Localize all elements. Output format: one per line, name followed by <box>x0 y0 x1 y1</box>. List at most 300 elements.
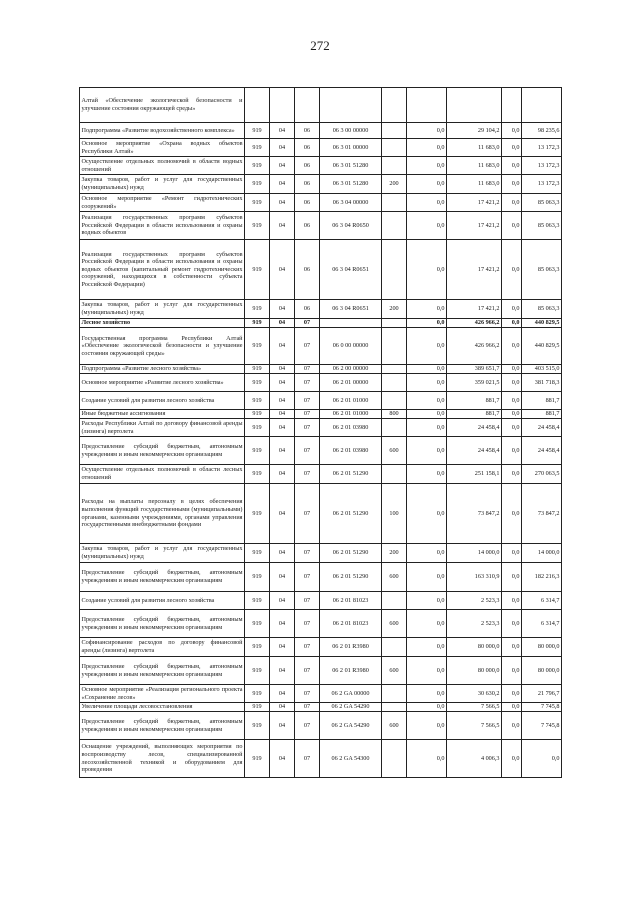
grbs-code: 919 <box>245 392 270 410</box>
section-code: 04 <box>270 212 295 240</box>
expense-type-code: 100 <box>382 484 407 544</box>
amount-1: 0,0 <box>407 484 447 544</box>
subsection-code: 06 <box>295 157 320 175</box>
target-article-code: 06 0 00 00000 <box>320 328 382 365</box>
amount-4: 24 458,4 <box>522 419 562 437</box>
target-article-code: 06 3 04 00000 <box>320 194 382 212</box>
amount-2: 163 310,9 <box>447 563 502 592</box>
table-row <box>80 139 562 157</box>
subsection-code: 07 <box>295 465 320 484</box>
amount-3: 0,0 <box>502 740 522 778</box>
target-article-code: 06 2 01 01000 <box>320 410 382 419</box>
target-article-code: 06 2 01 03980 <box>320 437 382 465</box>
section-code <box>270 88 295 123</box>
row-name: Оснащение учреждений, выполняющих мероприятия по воспроизводству лесов, специализированной лесохозяйственной техникой и оборудованием для проведения <box>80 740 245 778</box>
expense-type-code <box>382 365 407 374</box>
table-row <box>80 365 562 374</box>
row-name: Основное мероприятие «Развитие лесного хозяйства» <box>80 374 245 392</box>
amount-1: 0,0 <box>407 410 447 419</box>
row-name: Основное мероприятие «Реализация регионального проекта «Сохранение лесов» <box>81 685 243 701</box>
amount-2: 11 683,0 <box>447 157 502 175</box>
expense-type-code <box>382 592 407 610</box>
grbs-code: 919 <box>245 194 270 212</box>
amount-2: 251 158,1 <box>447 465 502 484</box>
row-name: Расходы Республики Алтай по договору финансовой аренды (лизинга) вертолета <box>81 419 243 435</box>
amount-1: 0,0 <box>407 712 447 740</box>
amount-4: 182 216,3 <box>522 563 562 592</box>
row-name: Подпрограмма «Развитие лесного хозяйства» <box>80 365 245 374</box>
grbs-code: 919 <box>245 328 270 365</box>
subsection-code: 07 <box>295 563 320 592</box>
subsection-code: 07 <box>295 610 320 638</box>
amount-3: 0,0 <box>502 194 522 212</box>
target-article-code: 06 3 04 R0651 <box>320 300 382 319</box>
expense-type-code: 200 <box>382 544 407 563</box>
expense-type-code <box>382 212 407 240</box>
expense-type-code <box>382 638 407 657</box>
amount-2: 30 630,2 <box>447 685 502 703</box>
target-article-code <box>320 319 382 328</box>
amount-1: 0,0 <box>407 544 447 563</box>
amount-2: 426 966,2 <box>447 319 502 328</box>
table-row <box>80 392 562 410</box>
amount-3: 0,0 <box>502 419 522 437</box>
target-article-code: 06 3 00 00000 <box>320 123 382 139</box>
expense-type-code <box>382 157 407 175</box>
amount-1: 0,0 <box>407 740 447 778</box>
section-code: 04 <box>270 392 295 410</box>
expense-type-code: 600 <box>382 712 407 740</box>
table-row <box>80 300 562 319</box>
target-article-code: 06 2 GA 54290 <box>320 703 382 712</box>
expense-type-code: 600 <box>382 657 407 685</box>
table-row <box>80 410 562 419</box>
row-name: Софинансирование расходов по договору финансовой аренды (лизинга) вертолета <box>80 638 245 657</box>
amount-4 <box>522 88 562 123</box>
grbs-code: 919 <box>245 740 270 778</box>
target-article-code: 06 2 GA 54290 <box>320 712 382 740</box>
amount-3: 0,0 <box>502 319 522 328</box>
row-name: Иные бюджетные ассигнования <box>80 410 245 419</box>
target-article-code: 06 2 01 81023 <box>320 610 382 638</box>
amount-1: 0,0 <box>407 685 447 703</box>
row-name: Предоставление субсидий бюджетным, автономным учреждениям и иным некоммерческим организациям <box>80 610 245 638</box>
amount-2: 426 966,2 <box>447 328 502 365</box>
expense-type-code <box>382 703 407 712</box>
grbs-code: 919 <box>245 374 270 392</box>
table-row <box>80 374 562 392</box>
amount-3: 0,0 <box>502 484 522 544</box>
row-name: Реализация государственных программ субъектов Российской Федерации в области использования и охраны водных объектов <box>80 212 245 240</box>
budget-table <box>79 87 562 778</box>
target-article-code: 06 2 01 51290 <box>320 465 382 484</box>
amount-4: 881,7 <box>522 410 562 419</box>
expense-type-code <box>382 88 407 123</box>
grbs-code: 919 <box>245 592 270 610</box>
amount-2: 80 000,0 <box>447 638 502 657</box>
subsection-code: 07 <box>295 328 320 365</box>
amount-1: 0,0 <box>407 392 447 410</box>
amount-2: 17 421,2 <box>447 240 502 300</box>
row-name: Основное мероприятие «Охрана водных объектов Республики Алтай» <box>81 139 243 155</box>
amount-4: 98 235,6 <box>522 123 562 139</box>
amount-3: 0,0 <box>502 410 522 419</box>
section-code: 04 <box>270 703 295 712</box>
grbs-code: 919 <box>245 610 270 638</box>
expense-type-code <box>382 374 407 392</box>
amount-3: 0,0 <box>502 610 522 638</box>
amount-1: 0,0 <box>407 465 447 484</box>
amount-2: 24 458,4 <box>447 437 502 465</box>
amount-4: 80 000,0 <box>522 657 562 685</box>
grbs-code: 919 <box>245 484 270 544</box>
section-code: 04 <box>270 328 295 365</box>
row-name: Предоставление субсидий бюджетным, автономным учреждениям и иным некоммерческим организациям <box>80 712 245 740</box>
grbs-code: 919 <box>245 657 270 685</box>
subsection-code: 07 <box>295 410 320 419</box>
amount-3: 0,0 <box>502 465 522 484</box>
subsection-code: 07 <box>295 638 320 657</box>
target-article-code: 06 3 01 51280 <box>320 157 382 175</box>
expense-type-code <box>382 194 407 212</box>
section-code: 04 <box>270 157 295 175</box>
row-name: Осуществление отдельных полномочий в области водных отношений <box>81 157 243 173</box>
table-row <box>80 685 562 703</box>
grbs-code: 919 <box>245 240 270 300</box>
amount-3: 0,0 <box>502 365 522 374</box>
subsection-code: 07 <box>295 657 320 685</box>
amount-4: 7 745,8 <box>522 712 562 740</box>
expense-type-code <box>382 685 407 703</box>
target-article-code: 06 2 01 51290 <box>320 484 382 544</box>
amount-2: 14 000,0 <box>447 544 502 563</box>
amount-4: 14 000,0 <box>522 544 562 563</box>
subsection-code: 07 <box>295 365 320 374</box>
amount-3: 0,0 <box>502 212 522 240</box>
row-name: Основное мероприятие «Ремонт гидротехнических сооружений» <box>81 194 243 210</box>
amount-1: 0,0 <box>407 374 447 392</box>
row-name: Государственная программа Республики Алтай «Обеспечение экологической безопасности и улучшение состояния окружающей среды» <box>80 328 245 365</box>
table-row <box>80 194 562 212</box>
subsection-code: 06 <box>295 175 320 194</box>
amount-1: 0,0 <box>407 240 447 300</box>
table-row <box>80 703 562 712</box>
section-code: 04 <box>270 300 295 319</box>
amount-1: 0,0 <box>407 194 447 212</box>
amount-2: 4 006,3 <box>447 740 502 778</box>
subsection-code: 07 <box>295 592 320 610</box>
amount-2: 881,7 <box>447 410 502 419</box>
table-row <box>80 610 562 638</box>
target-article-code: 06 3 01 00000 <box>320 139 382 157</box>
amount-2: 2 523,3 <box>447 610 502 638</box>
amount-1: 0,0 <box>407 139 447 157</box>
row-name: Создание условий для развития лесного хозяйства <box>80 392 245 410</box>
grbs-code: 919 <box>245 175 270 194</box>
row-name: Предоставление субсидий бюджетным, автономным учреждениям и иным некоммерческим организациям <box>80 657 245 685</box>
subsection-code <box>295 88 320 123</box>
amount-4: 73 847,2 <box>522 484 562 544</box>
amount-4: 80 000,0 <box>522 638 562 657</box>
section-code: 04 <box>270 175 295 194</box>
amount-3 <box>502 88 522 123</box>
amount-2: 80 000,0 <box>447 657 502 685</box>
target-article-code: 06 2 01 51290 <box>320 563 382 592</box>
expense-type-code: 200 <box>382 175 407 194</box>
target-article-code: 06 2 01 R3980 <box>320 638 382 657</box>
expense-type-code <box>382 240 407 300</box>
amount-2: 17 421,2 <box>447 300 502 319</box>
amount-1: 0,0 <box>407 610 447 638</box>
amount-3: 0,0 <box>502 240 522 300</box>
target-article-code <box>320 88 382 123</box>
amount-3: 0,0 <box>502 300 522 319</box>
section-code: 04 <box>270 365 295 374</box>
section-code: 04 <box>270 685 295 703</box>
target-article-code: 06 3 01 51280 <box>320 175 382 194</box>
table-row <box>80 319 562 328</box>
table-row <box>80 240 562 300</box>
table-row <box>80 740 562 778</box>
amount-4: 13 172,3 <box>522 139 562 157</box>
row-name: Осуществление отдельных полномочий в области лесных отношений <box>80 465 245 484</box>
amount-4: 0,0 <box>522 740 562 778</box>
section-code: 04 <box>270 240 295 300</box>
amount-1: 0,0 <box>407 328 447 365</box>
amount-4: 381 718,3 <box>522 374 562 392</box>
subsection-code: 06 <box>295 212 320 240</box>
grbs-code: 919 <box>245 300 270 319</box>
expense-type-code <box>382 465 407 484</box>
amount-1: 0,0 <box>407 419 447 437</box>
amount-1: 0,0 <box>407 365 447 374</box>
section-code: 04 <box>270 657 295 685</box>
amount-4: 85 063,3 <box>522 240 562 300</box>
section-code: 04 <box>270 139 295 157</box>
row-name: Предоставление субсидий бюджетным, автономным учреждениям и иным некоммерческим организациям <box>80 437 245 465</box>
row-name: Расходы на выплаты персоналу в целях обеспечения выполнения функций государственными (муниципальными) органами, казенными учреждениями, органами управления государственными внебюджетными фондами <box>80 484 245 544</box>
grbs-code: 919 <box>245 139 270 157</box>
section-code: 04 <box>270 194 295 212</box>
grbs-code: 919 <box>245 703 270 712</box>
amount-1: 0,0 <box>407 212 447 240</box>
amount-1: 0,0 <box>407 300 447 319</box>
amount-2: 2 523,3 <box>447 592 502 610</box>
subsection-code: 06 <box>295 194 320 212</box>
amount-4: 6 314,7 <box>522 610 562 638</box>
amount-2: 17 421,2 <box>447 212 502 240</box>
subsection-code: 07 <box>295 419 320 437</box>
amount-1: 0,0 <box>407 563 447 592</box>
amount-4: 7 745,8 <box>522 703 562 712</box>
table-row <box>80 712 562 740</box>
subsection-code: 07 <box>295 319 320 328</box>
amount-2: 7 566,5 <box>447 703 502 712</box>
section-code: 04 <box>270 419 295 437</box>
table-row <box>80 88 562 123</box>
amount-4: 403 515,0 <box>522 365 562 374</box>
amount-1: 0,0 <box>407 703 447 712</box>
row-name: Алтай «Обеспечение экологической безопасности и улучшение состояния окружающей среды» <box>80 88 245 123</box>
amount-4: 85 063,3 <box>522 194 562 212</box>
subsection-code: 06 <box>295 123 320 139</box>
page-number: 272 <box>310 38 330 53</box>
amount-4: 21 796,7 <box>522 685 562 703</box>
section-code: 04 <box>270 610 295 638</box>
grbs-code: 919 <box>245 419 270 437</box>
amount-4: 24 458,4 <box>522 437 562 465</box>
target-article-code: 06 3 04 R0650 <box>320 212 382 240</box>
section-code: 04 <box>270 319 295 328</box>
table-row <box>80 419 562 437</box>
expense-type-code: 200 <box>382 300 407 319</box>
target-article-code: 06 2 01 81023 <box>320 592 382 610</box>
expense-type-code <box>382 328 407 365</box>
budget-table-body <box>80 88 562 778</box>
amount-2: 73 847,2 <box>447 484 502 544</box>
section-code: 04 <box>270 374 295 392</box>
expense-type-code: 600 <box>382 563 407 592</box>
amount-4: 13 172,3 <box>522 157 562 175</box>
subsection-code: 06 <box>295 300 320 319</box>
section-code: 04 <box>270 465 295 484</box>
expense-type-code: 600 <box>382 437 407 465</box>
expense-type-code <box>382 740 407 778</box>
target-article-code: 06 2 GA 00000 <box>320 685 382 703</box>
amount-2: 24 458,4 <box>447 419 502 437</box>
amount-1: 0,0 <box>407 123 447 139</box>
expense-type-code <box>382 392 407 410</box>
amount-1: 0,0 <box>407 157 447 175</box>
row-name: Закупка товаров, работ и услуг для государственных (муниципальных) нужд <box>80 544 245 563</box>
amount-1: 0,0 <box>407 319 447 328</box>
row-name: Создание условий для развития лесного хозяйства <box>80 592 245 610</box>
table-row <box>80 544 562 563</box>
amount-1: 0,0 <box>407 638 447 657</box>
expense-type-code <box>382 319 407 328</box>
amount-3: 0,0 <box>502 563 522 592</box>
table-row <box>80 638 562 657</box>
amount-3: 0,0 <box>502 328 522 365</box>
amount-3: 0,0 <box>502 657 522 685</box>
expense-type-code: 800 <box>382 410 407 419</box>
section-code: 04 <box>270 638 295 657</box>
expense-type-code <box>382 419 407 437</box>
row-name: Увеличение площади лесовосстановления <box>80 703 245 712</box>
subsection-code: 07 <box>295 374 320 392</box>
amount-2: 359 021,5 <box>447 374 502 392</box>
subsection-code: 07 <box>295 712 320 740</box>
subsection-code: 07 <box>295 437 320 465</box>
amount-3: 0,0 <box>502 703 522 712</box>
amount-4: 85 063,3 <box>522 300 562 319</box>
table-row <box>80 157 562 175</box>
subsection-code: 07 <box>295 392 320 410</box>
grbs-code: 919 <box>245 638 270 657</box>
amount-3: 0,0 <box>502 638 522 657</box>
target-article-code: 06 2 GA 54300 <box>320 740 382 778</box>
subsection-code: 07 <box>295 484 320 544</box>
grbs-code: 919 <box>245 319 270 328</box>
grbs-code: 919 <box>245 410 270 419</box>
amount-2: 11 683,0 <box>447 175 502 194</box>
grbs-code <box>245 88 270 123</box>
target-article-code: 06 2 01 00000 <box>320 374 382 392</box>
row-name: Подпрограмма «Развитие водохозяйственного комплекса» <box>80 123 245 139</box>
amount-1 <box>407 88 447 123</box>
amount-3: 0,0 <box>502 437 522 465</box>
table-row <box>80 123 562 139</box>
grbs-code: 919 <box>245 465 270 484</box>
amount-4: 440 829,5 <box>522 328 562 365</box>
grbs-code: 919 <box>245 123 270 139</box>
amount-2: 7 566,5 <box>447 712 502 740</box>
amount-3: 0,0 <box>502 592 522 610</box>
grbs-code: 919 <box>245 365 270 374</box>
section-code: 04 <box>270 563 295 592</box>
row-name: Лесное хозяйство <box>80 319 245 328</box>
amount-4: 13 172,3 <box>522 175 562 194</box>
subsection-code: 07 <box>295 703 320 712</box>
grbs-code: 919 <box>245 544 270 563</box>
amount-2: 29 104,2 <box>447 123 502 139</box>
section-code: 04 <box>270 437 295 465</box>
expense-type-code <box>382 123 407 139</box>
amount-1: 0,0 <box>407 592 447 610</box>
amount-3: 0,0 <box>502 712 522 740</box>
grbs-code: 919 <box>245 437 270 465</box>
target-article-code: 06 2 01 01000 <box>320 392 382 410</box>
expense-type-code: 600 <box>382 610 407 638</box>
amount-3: 0,0 <box>502 392 522 410</box>
amount-1: 0,0 <box>407 437 447 465</box>
section-code: 04 <box>270 712 295 740</box>
row-name: Закупка товаров, работ и услуг для государственных (муниципальных) нужд <box>80 175 245 194</box>
section-code: 04 <box>270 592 295 610</box>
grbs-code: 919 <box>245 212 270 240</box>
amount-2: 11 683,0 <box>447 139 502 157</box>
expense-type-code <box>382 139 407 157</box>
target-article-code: 06 2 01 R3980 <box>320 657 382 685</box>
amount-4: 6 314,7 <box>522 592 562 610</box>
target-article-code: 06 3 04 R0651 <box>320 240 382 300</box>
amount-3: 0,0 <box>502 374 522 392</box>
grbs-code: 919 <box>245 157 270 175</box>
amount-2: 881,7 <box>447 392 502 410</box>
grbs-code: 919 <box>245 685 270 703</box>
section-code: 04 <box>270 740 295 778</box>
section-code: 04 <box>270 123 295 139</box>
section-code: 04 <box>270 410 295 419</box>
table-row <box>80 465 562 484</box>
amount-2: 17 421,2 <box>447 194 502 212</box>
amount-4: 85 063,3 <box>522 212 562 240</box>
target-article-code: 06 2 01 51290 <box>320 544 382 563</box>
table-row <box>80 212 562 240</box>
amount-3: 0,0 <box>502 123 522 139</box>
table-row <box>80 484 562 544</box>
amount-3: 0,0 <box>502 685 522 703</box>
amount-4: 270 063,5 <box>522 465 562 484</box>
amount-2 <box>447 88 502 123</box>
section-code: 04 <box>270 544 295 563</box>
row-name: Реализация государственных программ субъектов Российской Федерации в области использования и охраны водных объектов (капитальный ремонт гидротехнических сооружений, находящихся в собственности субъекта Российской Федерации) <box>80 240 245 300</box>
amount-3: 0,0 <box>502 544 522 563</box>
grbs-code: 919 <box>245 563 270 592</box>
amount-3: 0,0 <box>502 157 522 175</box>
section-code: 04 <box>270 484 295 544</box>
subsection-code: 07 <box>295 544 320 563</box>
